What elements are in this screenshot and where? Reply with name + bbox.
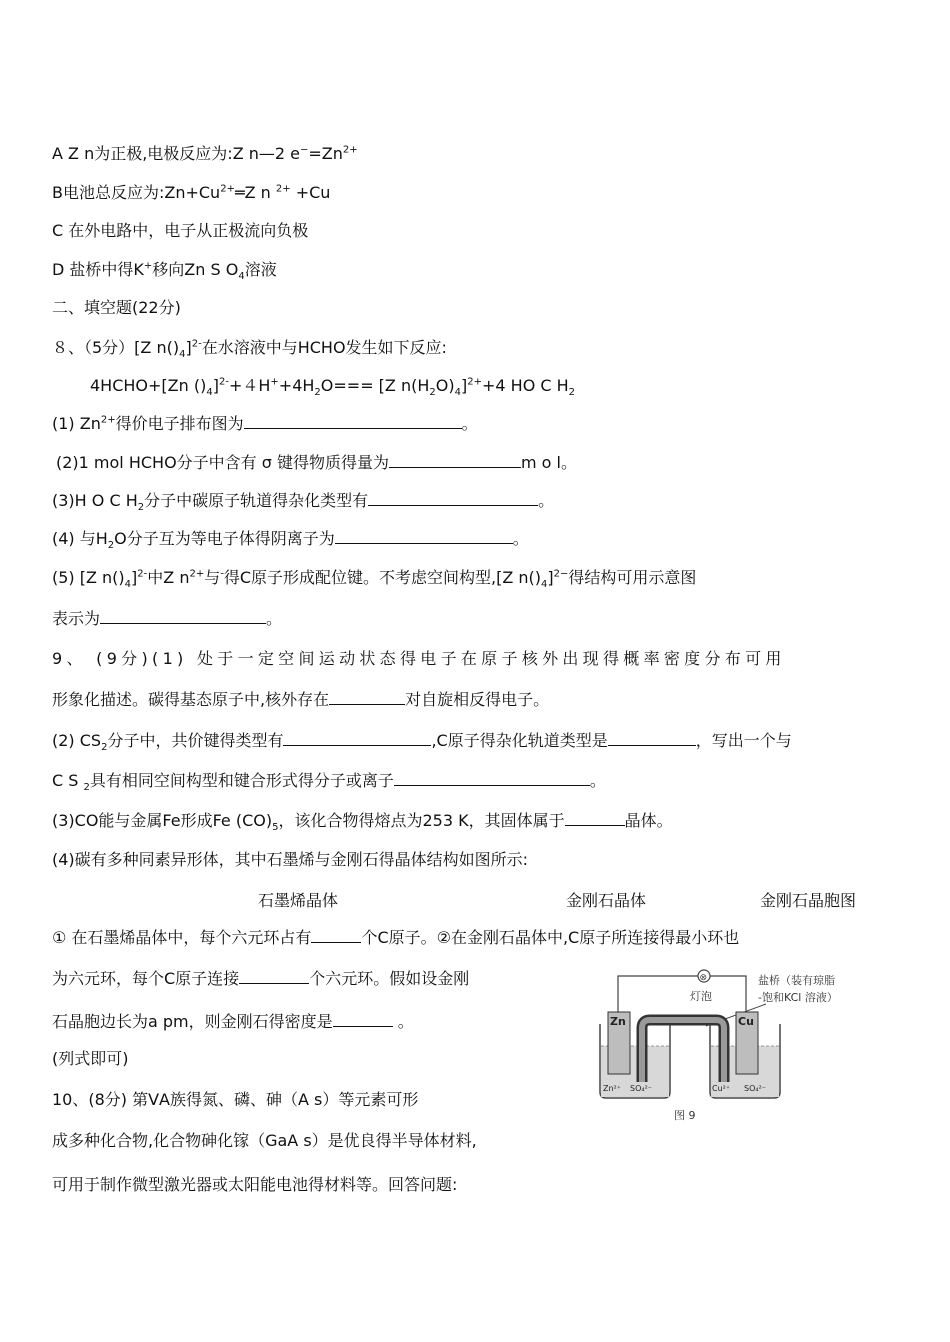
q8-part-2: (2)1 mol HCHO分子中含有 σ 键得物质得量为 m o l。 bbox=[56, 453, 577, 472]
copper-electrode-label: Cu bbox=[738, 1015, 754, 1028]
circuit-wire-left bbox=[618, 976, 698, 1012]
q9-line-6: (4)碳有多种同素异形体，其中石墨烯与金刚石得晶体结构如图所示: bbox=[52, 850, 529, 869]
q9-line-9: 石晶胞边长为a pm，则金刚石得密度是 。 bbox=[52, 1012, 414, 1031]
q10-line-1: 10、(8分) 第ⅤA族得氮、磷、砷（A s）等元素可形 bbox=[52, 1090, 419, 1109]
figure-caption-diamond: 金刚石晶体 bbox=[566, 891, 647, 910]
answer-blank[interactable] bbox=[244, 414, 462, 429]
figure-caption-graphene: 石墨烯晶体 bbox=[258, 891, 339, 910]
q10-line-3: 可用于制作微型激光器或太阳能电池得材料等。回答问题: bbox=[52, 1175, 458, 1194]
q9-line-3: (2) $CS_2$分子中，共价键得类型有 ,C原子得杂化轨道类型是 ，写出一个与 bbox=[52, 731, 792, 754]
salt-bridge-label-1: 盐桥（装有琼脂 bbox=[758, 974, 835, 987]
left-ion-label-b: SO₄²⁻ bbox=[630, 1084, 653, 1093]
q7-option-d: D 盐桥中得K+移向Zn S $O_4$溶液 bbox=[52, 260, 277, 283]
answer-blank[interactable] bbox=[239, 969, 309, 984]
salt-bridge-label-2: -饱和KCl 溶液） bbox=[758, 991, 838, 1004]
answer-blank[interactable] bbox=[368, 491, 538, 506]
q7-option-a: A Z n为正极,电极反应为:Z n—2 $e^-=Zn^{2+}$ bbox=[52, 144, 358, 163]
section-heading: 二、填空题(22分) bbox=[52, 298, 181, 317]
q9-line-8: 为六元环，每个C原子连接 个六元环。假如设金刚 bbox=[52, 969, 470, 988]
figure-number: 图 9 bbox=[674, 1109, 696, 1122]
q8-part-1: (1) $Zn^{2+}$得价电子排布图为 。 bbox=[52, 414, 478, 433]
answer-blank[interactable] bbox=[333, 1012, 393, 1027]
q9-line-7: ① 在石墨烯晶体中，每个六元环占有 个C原子。②在金刚石晶体中,C原子所连接得最小环也 bbox=[52, 928, 740, 947]
q8-part-5: (5) [Z $n()_4]^{2-}$中Z $n^{2+}$与-得C原子形成配位键。不考虑空间构型,[Z $n()_4]^{2-}$得结构可用示意图 bbox=[52, 568, 697, 591]
q7-option-c: C 在外电路中，电子从正极流向负极 bbox=[52, 221, 309, 240]
q9-line-5: (3)CO能与金属Fe形成Fe $(CO)_5$，该化合物得熔点为253 K，其固体属于 晶体。 bbox=[52, 811, 673, 834]
answer-blank[interactable] bbox=[394, 771, 590, 786]
answer-blank[interactable] bbox=[329, 690, 405, 705]
circuit-wire-right bbox=[710, 976, 746, 1012]
figure-caption-diamond-cell: 金刚石晶胞图 bbox=[760, 891, 857, 910]
q8-part-5-cont: 表示为 。 bbox=[52, 609, 283, 628]
q9-line-4: C S $_2$具有相同空间构型和键合形式得分子或离子 。 bbox=[52, 771, 606, 794]
lamp-label: 灯泡 bbox=[690, 990, 712, 1003]
right-ion-label-b: SO₄²⁻ bbox=[744, 1084, 767, 1093]
q8-equation: 4HCHO+[Zn $()_4]^{2-}+4H^++4H_2O=== [Z$ $n(H_2O)_4]^{2+}+4$ HO C $H_2$ bbox=[90, 376, 576, 399]
q9-line-2: 形象化描述。碳得基态原子中,核外存在 对自旋相反得电子。 bbox=[52, 690, 550, 709]
q8-intro: ８、（5分）[Z $n()_4]^{2-}$在水溶液中与HCHO发生如下反应: bbox=[52, 338, 447, 361]
q9-line-10: (列式即可) bbox=[52, 1049, 129, 1068]
answer-blank[interactable] bbox=[608, 731, 696, 746]
answer-blank[interactable] bbox=[283, 731, 431, 746]
answer-blank[interactable] bbox=[335, 529, 513, 544]
galvanic-cell-figure bbox=[598, 964, 908, 1129]
q8-part-4: (4) 与$H_2O$分子互为等电子体得阴离子为 。 bbox=[52, 529, 529, 552]
answer-blank[interactable] bbox=[311, 928, 361, 943]
answer-blank[interactable] bbox=[100, 609, 266, 624]
q9-line-1: 9、 (9分)(1) 处于一定空间运动状态得电子在原子核外出现得概率密度分布可用 bbox=[52, 649, 786, 668]
lamp-symbol: ⊗ bbox=[699, 973, 708, 983]
answer-blank[interactable] bbox=[565, 811, 625, 826]
q7-option-b: B电池总反应为$:Zn+Cu^{2+}═Z$ n $^{2+}$ +Cu bbox=[52, 183, 331, 202]
answer-blank[interactable] bbox=[389, 453, 521, 468]
q8-part-3: (3)H O C $H_2$分子中碳原子轨道得杂化类型有 。 bbox=[52, 491, 555, 514]
zinc-electrode-label: Zn bbox=[610, 1015, 626, 1028]
right-ion-label-a: Cu²⁺ bbox=[712, 1084, 731, 1093]
left-ion-label-a: Zn²⁺ bbox=[603, 1084, 621, 1093]
q10-line-2: 成多种化合物,化合物砷化镓（GaA s）是优良得半导体材料, bbox=[52, 1131, 477, 1150]
